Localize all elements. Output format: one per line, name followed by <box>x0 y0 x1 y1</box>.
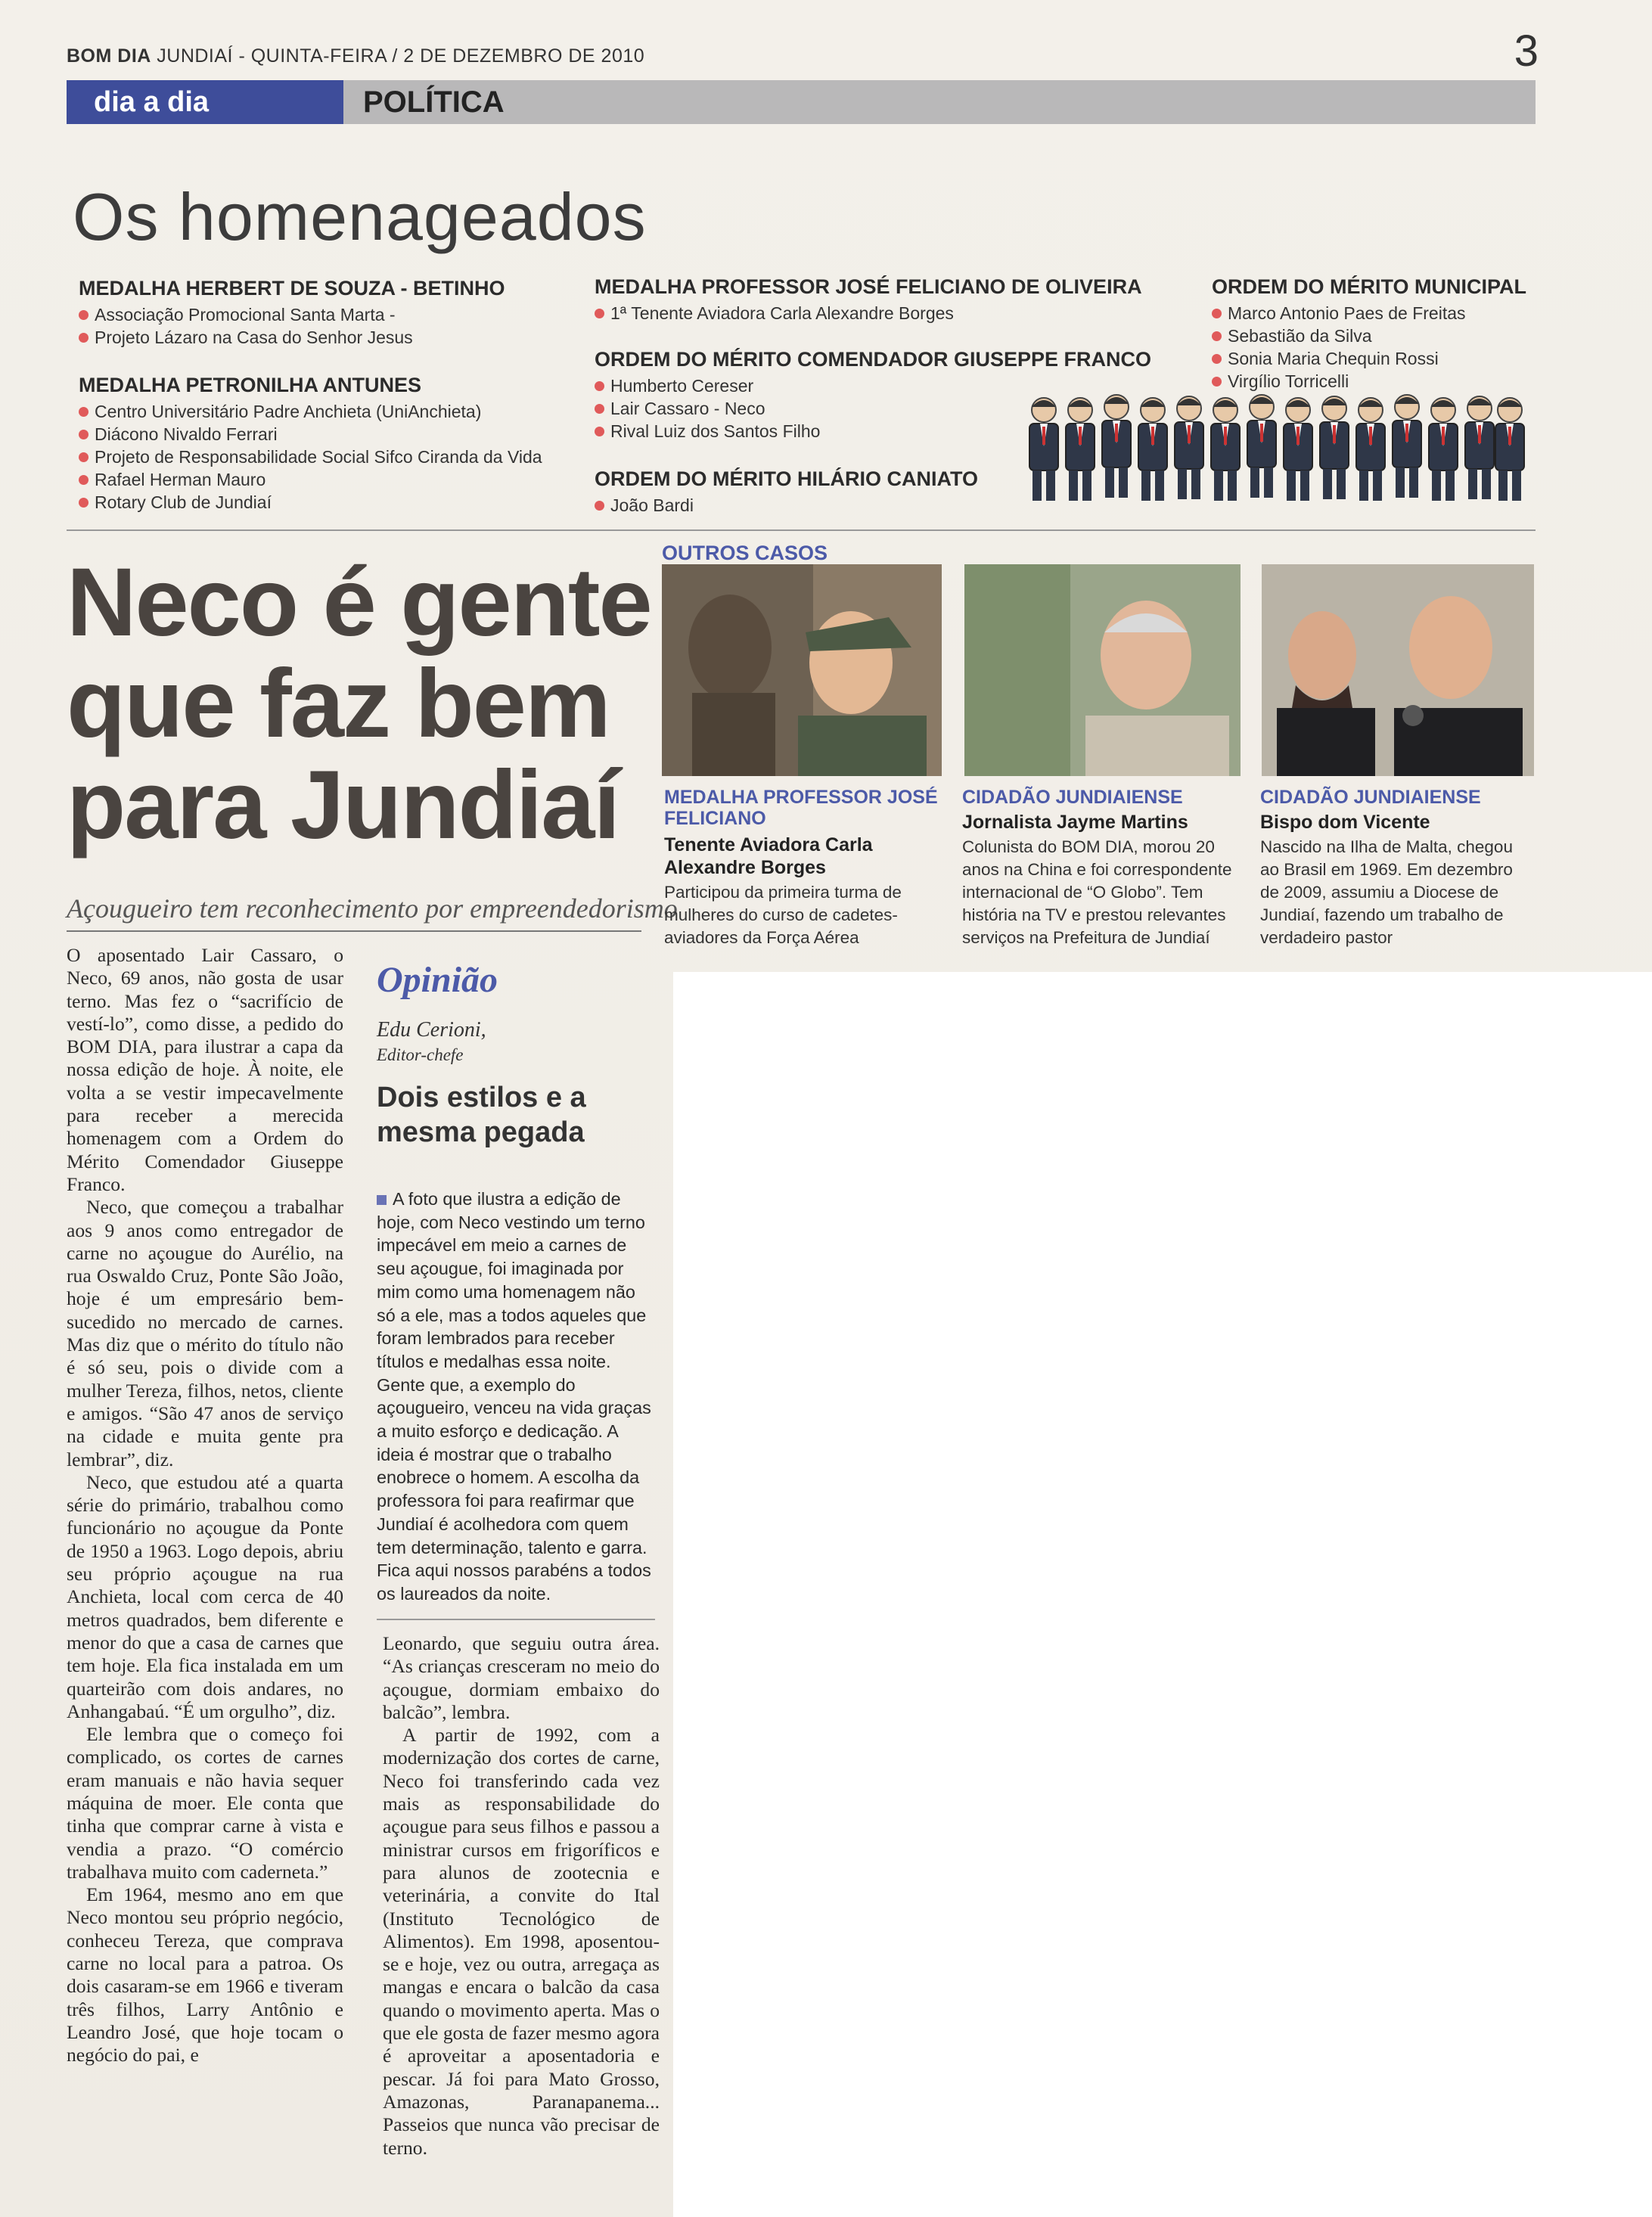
article-headline <box>67 548 672 859</box>
case-description: Nascido na Ilha de Malta, chegou ao Brasil em 1969. Em dezembro de 2009, assumiu a Diocese de Jundiaí, fazendo um trabalho de verdadeiro pastor <box>1260 837 1513 947</box>
opinion-headline: Dois estilos e a mesma pegada <box>377 1082 586 1148</box>
honoree: Humberto Cereser <box>595 374 1151 397</box>
case-award: MEDALHA PROFESSOR JOSÉ FELICIANO <box>664 787 938 829</box>
opinion-label: Opinião <box>377 960 498 1000</box>
honoree: Projeto de Responsabilidade Social Sifco Ciranda da Vida <box>79 446 542 468</box>
award-list <box>595 302 1142 324</box>
section-tag: dia a dia <box>67 80 343 124</box>
article-column-2 <box>383 1632 660 2160</box>
award-list <box>79 303 505 349</box>
award-list <box>79 400 542 514</box>
opinion-rule <box>377 1619 655 1620</box>
honoree: Rotary Club de Jundiaí <box>79 491 542 514</box>
award-heading: MEDALHA PROFESSOR JOSÉ FELICIANO DE OLIVEIRA <box>595 275 1142 298</box>
honoree: Projeto Lázaro na Casa do Senhor Jesus <box>79 326 505 349</box>
case-award: CIDADÃO JUNDIAIENSE <box>962 787 1183 808</box>
award-heading: MEDALHA PETRONILHA ANTUNES <box>79 374 421 396</box>
award-list <box>595 494 978 517</box>
page-number: 3 <box>1514 26 1539 76</box>
honoree: 1ª Tenente Aviadora Carla Alexandre Borges <box>595 302 1142 324</box>
opinion-author: Edu Cerioni, <box>377 1018 486 1042</box>
honoree: Centro Universitário Padre Anchieta (UniAnchieta) <box>79 400 542 423</box>
honoree: João Bardi <box>595 494 978 517</box>
subhead-rule <box>67 930 641 932</box>
people-illustration <box>1025 393 1528 503</box>
opinion-text: A foto que ilustra a edição de hoje, com Neco vestindo um terno impecável em meio a carnes de seu açougue, foi imaginada por mim como uma homenagem não só a ele, mas a todos aqueles que foram lembrados para receber títulos e medalhas essa noite. Gente que, a exemplo do açougueiro, venceu na vida graças a muito esforço e dedicação. A ideia é mostrar que o trabalho enobrece o homem. A escolha da professora foi para reafirmar que Jundiaí é acolhedora com quem tem determinação, talento e garra. Fica aqui nossos parabéns a todos os laureados da noite. <box>377 1188 655 1606</box>
paragraph: Ele lembra que o começo foi complicado, os cortes de carnes eram manuais e não havia sequer máquina de moer. Ele conta que tinha que comprar carne à vista e vendia a prazo. “O comércio trabalhava muito com caderneta.” <box>67 1723 343 1883</box>
honorees-title: Os homenageados <box>73 179 647 254</box>
award-block <box>1212 275 1526 393</box>
headline-line: que faz bem <box>67 650 610 758</box>
honoree: Associação Promocional Santa Marta - <box>79 303 505 326</box>
honoree: Sebastião da Silva <box>1212 324 1526 347</box>
honoree: Lair Cassaro - Neco <box>595 397 1151 420</box>
section-divider <box>67 529 1536 531</box>
person-figure <box>1029 398 1058 501</box>
article-subhead: Açougueiro tem reconhecimento por empreendedorismo <box>67 893 678 924</box>
photo-aviator <box>662 564 942 776</box>
case-description: Colunista do BOM DIA, morou 20 anos na China e foi correspondente internacional de “O Globo”. Tem história na TV e prestou relevantes serviços na Prefeitura de Jundiaí <box>962 837 1232 947</box>
honoree: Marco Antonio Paes de Freitas <box>1212 302 1526 324</box>
award-heading: ORDEM DO MÉRITO MUNICIPAL <box>1212 275 1526 298</box>
paragraph: Leonardo, que seguiu outra área. “As crianças cresceram no meio do açougue, dormiam embaixo do balcão”, lembra. <box>383 1632 660 1723</box>
case-award: CIDADÃO JUNDIAIENSE <box>1260 787 1481 808</box>
masthead <box>67 45 644 67</box>
honoree: Rival Luiz dos Santos Filho <box>595 420 1151 442</box>
paragraph: Neco, que estudou até a quarta série do primário, trabalhou como funcionário no açougue da Ponte de 1950 a 1963. Logo depois, abriu seu próprio açougue na rua Anchieta, local com cerca de 40 metros quadrados, bem diferente e menor do que a casa de carnes que tem hoje. Ela fica instalada em um quarteirão com dois andares, no Anhangabaú. “É um orgulho”, diz. <box>67 1470 343 1722</box>
case-description: Participou da primeira turma de mulheres do curso de cadetes-aviadores da Força Aérea <box>664 883 902 947</box>
section-name: POLÍTICA <box>363 85 505 119</box>
blank-area <box>673 972 1652 2217</box>
honoree: Virgílio Torricelli <box>1212 370 1526 393</box>
case-name: Jornalista Jayme Martins <box>962 812 1188 833</box>
award-heading: ORDEM DO MÉRITO COMENDADOR GIUSEPPE FRANCO <box>595 348 1152 371</box>
paragraph: A partir de 1992, com a modernização dos cortes de carne, Neco foi transferindo cada vez mais as responsabilidade do açougue para seus filhos e passou a ministrar cursos em frigoríficos e para alunos de zootecnia e veterinária, a convite do Ital (Instituto Tecnológico de Alimentos). Em 1998, aposentou-se e hoje, vez ou outra, arregaça as mangas e encara o balcão da casa quando o movimento aperta. Mas o que ele gosta de fazer mesmo agora é aproveitar a aposentadoria e pescar. Já foi para Mato Grosso, Amazonas, Paranapanema... Passeios que nunca vão precisar de terno. <box>383 1724 660 2159</box>
award-block <box>79 374 542 514</box>
award-heading: ORDEM DO MÉRITO HILÁRIO CANIATO <box>595 467 979 490</box>
honoree: Diácono Nivaldo Ferrari <box>79 423 542 446</box>
photo-journalist <box>964 564 1241 776</box>
award-heading: MEDALHA HERBERT DE SOUZA - BETINHO <box>79 277 505 300</box>
award-block <box>79 277 505 349</box>
article-column-1 <box>67 944 343 2067</box>
case-name: Tenente Aviadora Carla Alexandre Borges <box>664 834 873 878</box>
dateline: JUNDIAÍ - QUINTA-FEIRA / 2 DE DEZEMBRO DE 2010 <box>151 45 645 67</box>
opinion-role: Editor-chefe <box>377 1045 464 1064</box>
case-name: Bispo dom Vicente <box>1260 812 1430 833</box>
brand: BOM DIA <box>67 45 151 67</box>
headline-line: Neco é gente <box>67 548 651 657</box>
award-block <box>595 275 1142 324</box>
award-list <box>1212 302 1526 393</box>
photo-bishop <box>1262 564 1534 776</box>
other-cases-label: OUTROS CASOS <box>662 542 828 564</box>
paragraph: Neco, que começou a trabalhar aos 9 anos como entregador de carne no açougue do Aurélio, na rua Oswaldo Cruz, Ponte São João, hoje é um empresário bem-sucedido no mercado de carnes. Mas diz que o mérito do título não é só seu, pois o divide com a mulher Tereza, filhos, netos, cliente e amigos. “São 47 anos de serviço na cidade e muita gente pra lembrar”, diz. <box>67 1196 343 1470</box>
honoree: Sonia Maria Chequin Rossi <box>1212 347 1526 370</box>
headline-line: para Jundiaí <box>67 751 619 859</box>
paragraph: Em 1964, mesmo ano em que Neco montou seu próprio negócio, conheceu Tereza, que comprava carne no local para a patroa. Os dois casaram-se em 1966 e tiveram três filhos, Larry Antônio e Leandro José, que hoje tocam o negócio do pai, e <box>67 1883 343 2066</box>
award-block <box>595 467 978 517</box>
honoree: Rafael Herman Mauro <box>79 468 542 491</box>
paragraph: O aposentado Lair Cassaro, o Neco, 69 anos, não gosta de usar terno. Mas fez o “sacrifício de vestí-lo”, como disse, a pedido do BOM DIA, para ilustrar a capa da nossa edição de hoje. À noite, ele volta a se vestir impecavelmente para receber a merecida homenagem com a Ordem do Mérito Comendador Giuseppe Franco. <box>67 944 343 1195</box>
